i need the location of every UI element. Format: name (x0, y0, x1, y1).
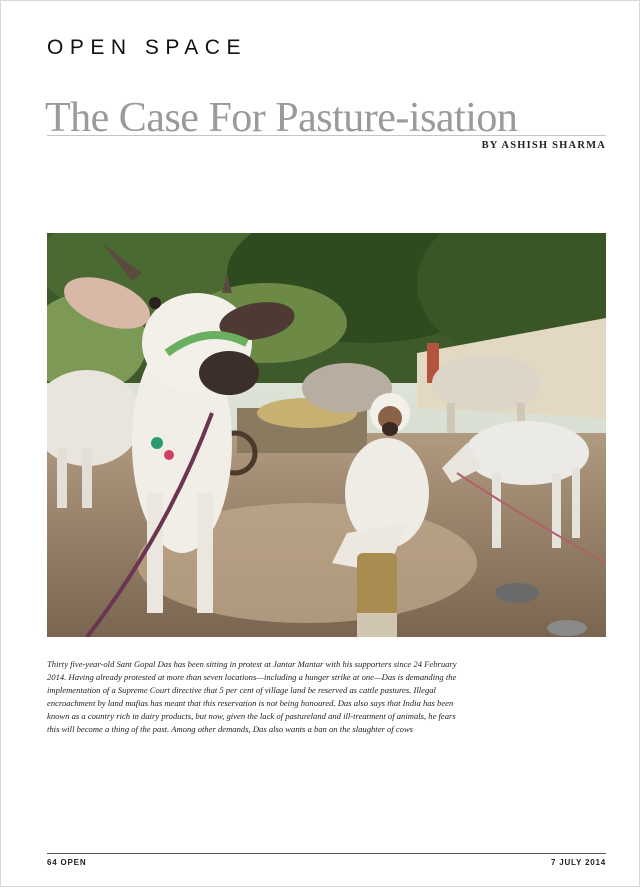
byline: BY ASHISH SHARMA (481, 140, 606, 151)
photo-caption: Thirty five-year-old Sant Gopal Das has been sitting in protest at Jantar Mantar with his supporters since 24 February 2014. Having already protested at more than seven locations—including a hunger strike at one—Das is demanding the implementation of a Supreme Court directive that 5 per cent of village land be reserved as cattle pastures. Illegal encroachment by land mafias has meant that this reservation is not being honoured. Das also says that India has been known as a country rich in dairy products, but now, given the lack of pastureland and ill-treatment of animals, he fears this will become a thing of the past. Among other demands, Das also wants a ban on the slaughter of cows (47, 659, 457, 734)
issue-date: 7 JULY 2014 (550, 858, 606, 867)
page-folio: 64 OPEN (47, 858, 87, 867)
article-headline: The Case For Pasture-isation (45, 95, 518, 141)
section-label: OPEN SPACE (47, 36, 247, 59)
footer-rule (47, 853, 606, 854)
headline-rule (47, 135, 606, 136)
article-photo (47, 233, 606, 637)
protest-photo-illustration (47, 233, 606, 637)
